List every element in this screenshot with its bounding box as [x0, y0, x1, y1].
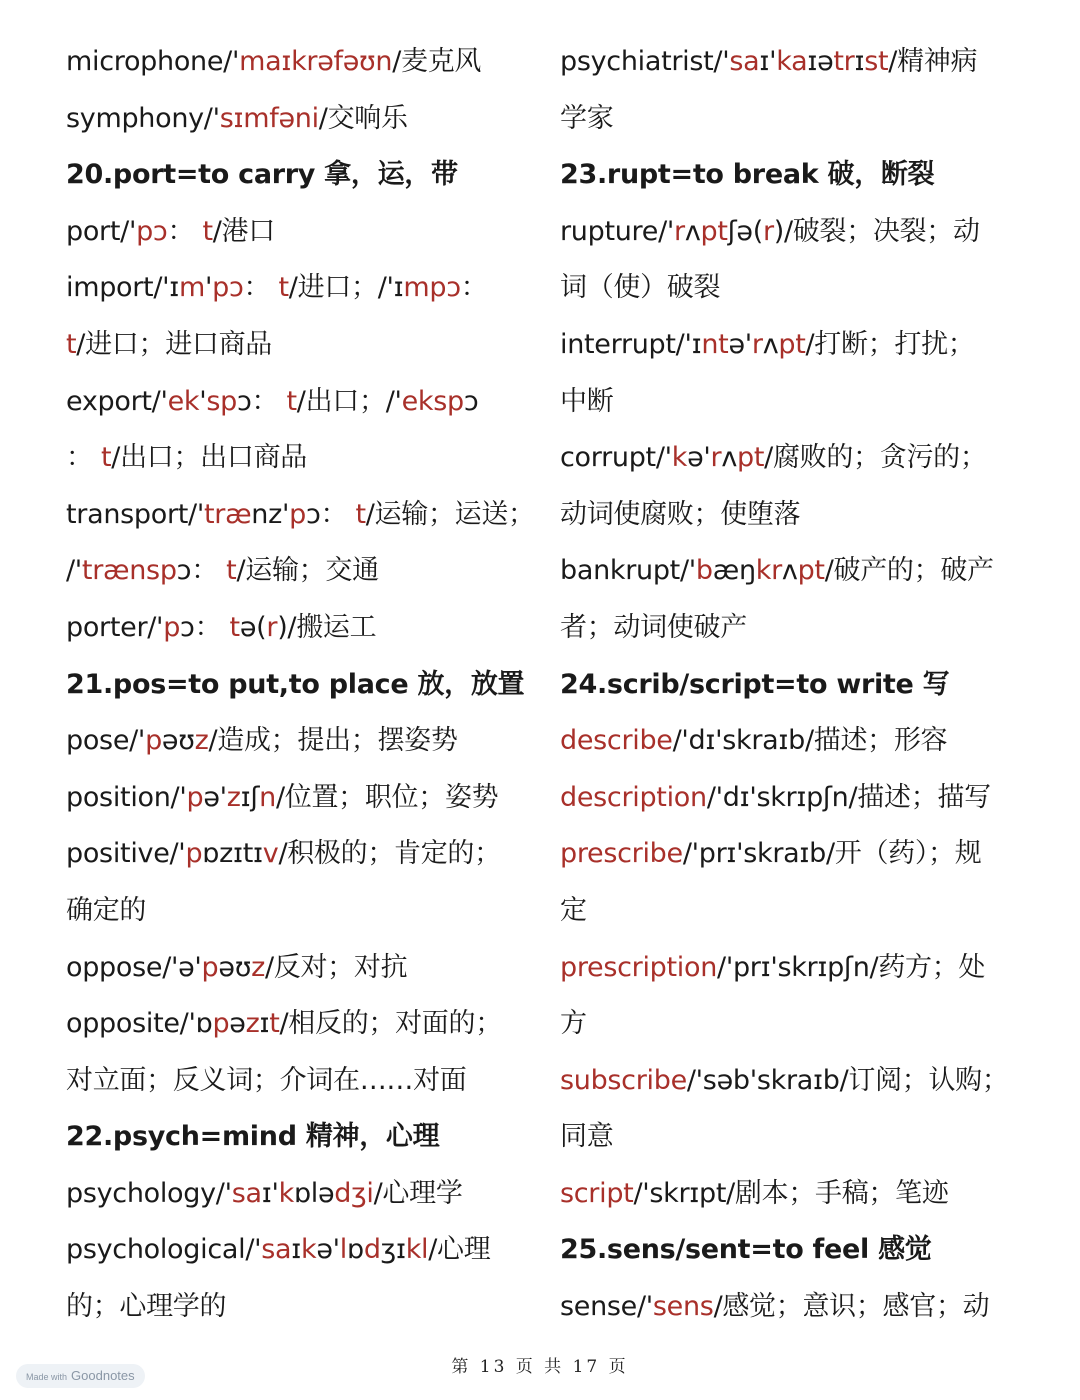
text-segment: ʌ: [684, 215, 701, 247]
text-segment: 中断: [560, 385, 614, 417]
highlighted-segment: pt: [737, 442, 765, 474]
text-segment: /积极的；肯定的；: [278, 838, 501, 870]
text-segment: ɔ: [463, 385, 479, 417]
highlighted-segment: sa: [261, 1234, 292, 1266]
vocab-line: [560, 996, 1030, 1053]
text-segment: ɒzɪtɪ: [202, 838, 263, 870]
vocab-line: [66, 770, 536, 827]
highlighted-segment: prescribe: [560, 838, 683, 870]
text-segment: /造成；提出；摆姿势: [208, 725, 458, 757]
text-segment: ə': [316, 1234, 340, 1266]
highlighted-segment: t: [100, 442, 112, 474]
highlighted-segment: kl: [405, 1234, 429, 1266]
vocab-line: [66, 600, 536, 657]
section-heading: [560, 1222, 1030, 1279]
highlighted-segment: t: [286, 385, 297, 417]
text-segment: 的；心理学的: [66, 1291, 227, 1323]
vocab-line: [560, 770, 1030, 827]
text-segment: microphone/': [66, 46, 240, 77]
text-segment: /相反的；对面的；: [279, 1008, 502, 1040]
text-segment: 25.sens/sent=to feel 感觉: [560, 1234, 932, 1266]
text-segment: /'prɪ'skrɪpʃn/药方；处: [717, 951, 986, 983]
text-segment: /感觉；意识；感官；动: [713, 1291, 990, 1323]
highlighted-segment: b: [695, 555, 713, 587]
vocab-line: [66, 1222, 536, 1279]
text-segment: ': [205, 272, 213, 304]
text-segment: /'səb'skraɪb/订阅；认购；: [686, 1064, 1009, 1096]
vocab-line: [66, 996, 536, 1053]
highlighted-segment: sp: [206, 385, 237, 417]
text-segment: transport/': [66, 498, 204, 530]
text-segment: ：: [66, 442, 101, 474]
vocab-line: [560, 883, 1030, 940]
vocab-line: [560, 91, 1030, 148]
highlighted-segment: k: [671, 442, 688, 474]
text-segment: port/': [66, 215, 137, 247]
text-segment: /运输；运送；: [365, 498, 535, 530]
text-segment: psychological/': [66, 1234, 262, 1266]
text-segment: ɪə: [807, 46, 834, 77]
highlighted-segment: maɪkrəfəʊn: [239, 46, 393, 77]
vocab-line: [66, 1053, 536, 1110]
vocab-line: [560, 487, 1030, 544]
text-segment: ': [199, 385, 207, 417]
section-heading: [66, 147, 536, 204]
highlighted-segment: k: [278, 1177, 294, 1209]
vocab-line: [560, 204, 1030, 261]
vocab-line: [66, 487, 536, 544]
section-heading: [66, 657, 536, 714]
vocab-line: [560, 543, 1030, 600]
highlighted-segment: r: [710, 442, 722, 474]
highlighted-segment: p: [201, 951, 219, 983]
vocab-line: [560, 1279, 1030, 1336]
vocab-line: [66, 883, 536, 940]
vocab-line: [66, 204, 536, 261]
text-segment: bankrupt/': [560, 555, 696, 587]
text-segment: ：: [460, 272, 488, 304]
text-segment: oppose/'ə': [66, 951, 202, 983]
highlighted-segment: subscribe: [560, 1064, 687, 1096]
text-segment: ʌ: [721, 442, 738, 474]
highlighted-segment: script: [560, 1177, 634, 1209]
text-segment: ：: [167, 215, 203, 247]
text-segment: 同意: [560, 1121, 614, 1153]
highlighted-segment: z: [194, 725, 209, 757]
text-segment: 21.pos=to put,to place 放，放置: [66, 668, 525, 700]
highlighted-segment: m: [179, 272, 206, 304]
vocab-line: [66, 1166, 536, 1223]
highlighted-segment: træ: [203, 498, 252, 530]
text-segment: 者；动词使破产: [560, 611, 747, 643]
text-segment: 22.psych=mind 精神，心理: [66, 1121, 440, 1153]
highlighted-segment: description: [560, 781, 707, 813]
text-segment: symphony/': [66, 102, 220, 134]
vocab-line: [66, 91, 536, 148]
text-segment: /心理学: [373, 1177, 463, 1209]
text-segment: /运输；交通: [236, 555, 379, 587]
text-segment: ʌ: [762, 328, 779, 360]
text-segment: psychology/': [66, 1177, 232, 1209]
text-segment: 23.rupt=to break 破，断裂: [560, 159, 935, 191]
text-segment: rupture/': [560, 215, 674, 247]
text-segment: /港口: [212, 215, 275, 247]
text-segment: psychiatrist/': [560, 46, 730, 77]
vocab-line: [560, 317, 1030, 374]
text-segment: ʒɪ: [380, 1234, 406, 1266]
text-segment: ɔ：: [176, 555, 227, 587]
highlighted-segment: p: [289, 498, 306, 530]
highlighted-segment: n: [259, 781, 276, 813]
vocab-line: [560, 1109, 1030, 1166]
text-segment: export/': [66, 385, 168, 417]
text-segment: /进口；进口商品: [76, 328, 272, 360]
text-segment: ɪ: [854, 46, 865, 77]
text-segment: /'prɪ'skraɪb/开（药）；规: [682, 838, 982, 870]
text-segment: 方: [560, 1008, 587, 1040]
left-column: [66, 34, 536, 1336]
highlighted-segment: d: [363, 1234, 381, 1266]
highlighted-segment: nsp: [129, 555, 177, 587]
vocab-line: [560, 940, 1030, 997]
text-segment: ʃə(: [727, 215, 763, 247]
text-segment: 定: [560, 894, 587, 926]
highlighted-segment: t: [269, 1008, 280, 1040]
text-segment: 24.scrib/script=to write 写: [560, 668, 950, 700]
highlighted-segment: sa: [231, 1177, 262, 1209]
highlighted-segment: pt: [778, 328, 806, 360]
right-column: [560, 34, 1030, 1336]
text-segment: /'dɪ'skrɪpʃn/描述；描写: [706, 781, 991, 813]
text-segment: import/'ɪ: [66, 272, 179, 304]
vocab-line: [66, 1279, 536, 1336]
highlighted-segment: kr: [755, 555, 782, 587]
highlighted-segment: p: [163, 611, 181, 643]
text-segment: 动词使腐败；使堕落: [560, 498, 801, 530]
text-segment: ə(: [239, 611, 267, 643]
text-segment: /出口；出口商品: [111, 442, 307, 474]
section-heading: [66, 1109, 536, 1166]
text-segment: 20.port=to carry 拿，运，带: [66, 159, 458, 191]
vocab-line: [66, 826, 536, 883]
highlighted-segment: pt: [700, 215, 728, 247]
highlighted-segment: st: [864, 46, 889, 77]
highlighted-segment: ek: [167, 385, 200, 417]
text-segment: /位置；职位；姿势: [275, 781, 499, 813]
highlighted-segment: r: [751, 328, 763, 360]
highlighted-segment: tr: [833, 46, 855, 77]
vocab-line: [560, 826, 1030, 883]
text-segment: ɒ: [346, 1234, 364, 1266]
text-segment: ə': [687, 442, 711, 474]
highlighted-segment: t: [229, 611, 240, 643]
text-segment: 学家: [560, 102, 614, 134]
text-segment: /交响乐: [318, 102, 408, 134]
vocab-line: [560, 260, 1030, 317]
highlighted-segment: sa: [729, 46, 760, 77]
vocab-line: [66, 940, 536, 997]
text-segment: ɒlə: [293, 1177, 335, 1209]
text-segment: sense/': [560, 1291, 653, 1323]
text-segment: /麦克风: [392, 46, 482, 77]
highlighted-segment: z: [251, 951, 265, 983]
highlighted-segment: prescription: [560, 951, 718, 983]
vocab-line: [560, 1166, 1030, 1223]
vocab-line: [560, 34, 1030, 91]
text-segment: 对立面；反义词；介词在……对面: [66, 1064, 467, 1096]
text-segment: ɪ': [261, 1177, 279, 1209]
section-heading: [560, 657, 1030, 714]
highlighted-segment: t: [278, 272, 289, 304]
text-segment: position/': [66, 781, 187, 813]
text-segment: porter/': [66, 611, 164, 643]
text-segment: əʊ: [161, 725, 195, 757]
vocab-line: [560, 600, 1030, 657]
highlighted-segment: træ: [81, 555, 130, 587]
text-segment: ɪ: [259, 1008, 270, 1040]
text-segment: ʌ: [781, 555, 798, 587]
text-segment: /进口；/'ɪ: [288, 272, 404, 304]
text-segment: ə': [203, 781, 227, 813]
text-segment: ə: [229, 1008, 246, 1040]
highlighted-segment: t: [355, 498, 366, 530]
text-segment: opposite/'ɒ: [66, 1008, 213, 1040]
vocab-line: [66, 430, 536, 487]
highlighted-segment: p: [186, 781, 204, 813]
vocab-line: [66, 317, 536, 374]
vocab-line: [66, 713, 536, 770]
text-segment: ɔ：: [305, 498, 356, 530]
text-segment: )/搬运工: [277, 611, 377, 643]
highlighted-segment: r: [266, 611, 278, 643]
text-segment: ɪ': [759, 46, 777, 77]
vocab-line: [66, 374, 536, 431]
badge-small-text: Made with: [26, 1372, 68, 1382]
highlighted-segment: t: [66, 328, 77, 360]
vocab-line: [560, 1053, 1030, 1110]
highlighted-segment: p: [185, 838, 203, 870]
text-segment: /反对；对抗: [264, 951, 408, 983]
text-segment: ə': [728, 328, 752, 360]
text-segment: ɔ：: [236, 385, 287, 417]
vocab-line: [66, 34, 536, 91]
highlighted-segment: ka: [776, 46, 808, 77]
highlighted-segment: r: [674, 215, 685, 247]
text-segment: /精神病: [888, 46, 978, 77]
text-segment: ': [281, 498, 290, 530]
goodnotes-badge: [16, 1364, 145, 1388]
badge-brand-text: Goodnotes: [71, 1368, 135, 1383]
highlighted-segment: pɔ: [212, 272, 244, 304]
highlighted-segment: sɪmfəni: [219, 102, 319, 134]
text-segment: ɔ：: [180, 611, 230, 643]
text-segment: ：: [243, 272, 279, 304]
highlighted-segment: pt: [797, 555, 825, 587]
vocab-line: [560, 713, 1030, 770]
vocab-line: [560, 374, 1030, 431]
highlighted-segment: v: [262, 838, 279, 870]
highlighted-segment: sens: [652, 1291, 714, 1323]
highlighted-segment: k: [300, 1234, 317, 1266]
text-segment: əʊ: [218, 951, 252, 983]
highlighted-segment: nt: [701, 328, 729, 360]
text-segment: ɪʃ: [240, 781, 260, 813]
text-segment: positive/': [66, 838, 186, 870]
text-segment: 确定的: [66, 894, 147, 926]
text-segment: interrupt/'ɪ: [560, 328, 702, 360]
text-segment: /出口；/': [296, 385, 402, 417]
vocab-line: [66, 543, 536, 600]
highlighted-segment: p: [145, 725, 162, 757]
highlighted-segment: r: [762, 215, 774, 247]
highlighted-segment: dʒi: [334, 1177, 374, 1209]
section-heading: [560, 147, 1030, 204]
text-segment: /': [66, 555, 82, 587]
text-segment: ɪ: [291, 1234, 301, 1266]
text-segment: 词（使）破裂: [560, 272, 721, 304]
highlighted-segment: p: [212, 1008, 230, 1040]
text-segment: corrupt/': [560, 442, 672, 474]
highlighted-segment: mpɔ: [403, 272, 461, 304]
highlighted-segment: l: [339, 1234, 347, 1266]
vocab-line: [66, 260, 536, 317]
text-segment: /破产的；破产: [824, 555, 994, 587]
text-segment: pose/': [66, 725, 146, 757]
text-segment: )/破裂；决裂；动: [773, 215, 980, 247]
highlighted-segment: z: [226, 781, 241, 813]
page-number: 第 13 页 共 17 页: [451, 1357, 629, 1377]
highlighted-segment: t: [202, 215, 213, 247]
text-segment: /心理: [428, 1234, 491, 1266]
text-segment: /打断；打扰；: [805, 328, 975, 360]
vocab-line: [560, 430, 1030, 487]
text-segment: nz: [251, 498, 282, 530]
highlighted-segment: eksp: [401, 385, 464, 417]
highlighted-segment: z: [245, 1008, 260, 1040]
text-segment: /'dɪ'skraɪb/描述；形容: [672, 725, 948, 757]
highlighted-segment: describe: [560, 725, 673, 757]
text-segment: /'skrɪpt/剧本；手稿；笔迹: [633, 1177, 949, 1209]
text-segment: æŋ: [712, 555, 756, 587]
highlighted-segment: pɔ: [136, 215, 168, 247]
text-segment: /腐败的；贪污的；: [764, 442, 987, 474]
highlighted-segment: t: [226, 555, 237, 587]
